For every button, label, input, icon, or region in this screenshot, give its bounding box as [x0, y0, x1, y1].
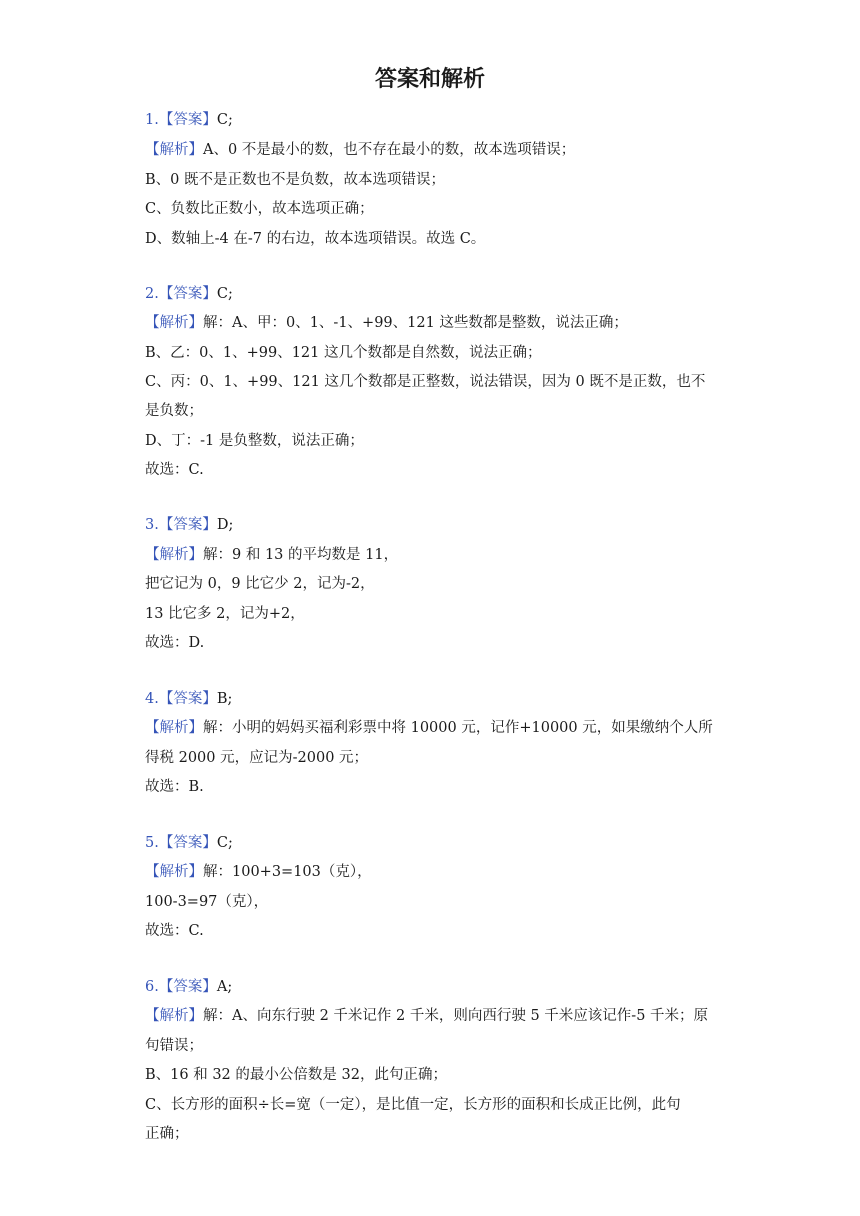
q1-line-4: D、数轴上-4 在-7 的右边，故本选项错误。故选 C。 — [145, 231, 486, 247]
q2-explanation-line — [145, 313, 725, 333]
q4-explanation-line — [145, 718, 725, 738]
q5-answer-line — [145, 833, 725, 853]
q2-line-6: 故选：C. — [145, 462, 204, 478]
q3-answer-line — [145, 515, 725, 535]
q3-explanation-text: 解：9 和 13 的平均数是 11， — [203, 547, 399, 563]
q6-number: 6. — [145, 979, 159, 995]
q2-line-4: 是负数； — [145, 403, 203, 419]
q4-explanation-text: 解：小明的妈妈买福利彩票中将 10000 元，记作+10000 元，如果缴纳个人所 — [203, 720, 713, 736]
q2-explanation-text: 解：A、甲：0、1、-1、+99、121 这些数都是整数，说法正确； — [203, 315, 628, 331]
q5-answer: C; — [216, 835, 233, 851]
q5-number: 5. — [145, 835, 159, 851]
q6-answer-tag: 【答案】 — [158, 979, 217, 995]
q3-explanation-tag: 【解析】 — [145, 547, 203, 563]
q2-explanation-tag: 【解析】 — [145, 315, 203, 331]
q2-answer-tag: 【答案】 — [158, 286, 217, 302]
q5-answer-tag: 【答案】 — [158, 835, 217, 851]
q5-explanation-tag: 【解析】 — [145, 864, 203, 880]
q6-answer-line — [145, 977, 725, 997]
q3-line-3: 13 比它多 2，记为+2， — [145, 606, 305, 622]
q2-answer: C; — [216, 286, 233, 302]
q1-answer-line — [145, 110, 725, 130]
q1-explanation-tag: 【解析】 — [145, 142, 203, 158]
q1-answer: C; — [216, 112, 233, 128]
q6-answer: A; — [216, 979, 233, 995]
q4-number: 4. — [145, 691, 159, 707]
q2-line-2: B、乙：0、1、+99、121 这几个数都是自然数，说法正确； — [145, 345, 542, 361]
q2-number: 2. — [145, 286, 159, 302]
q5-line-2: 100-3=97（克）， — [145, 894, 269, 910]
q4-explanation-tag: 【解析】 — [145, 720, 203, 736]
q1-line-3: C、负数比正数小，故本选项正确； — [145, 201, 374, 217]
q1-answer-tag: 【答案】 — [158, 112, 217, 128]
q2-line-5: D、丁：-1 是负整数，说法正确； — [145, 433, 364, 449]
q1-line-2: B、0 既不是正数也不是负数，故本选项错误； — [145, 172, 445, 188]
q4-line-3: 故选：B. — [145, 779, 204, 795]
q4-answer: B; — [216, 691, 233, 707]
q1-number: 1. — [145, 112, 159, 128]
q3-line-2: 把它记为 0，9 比它少 2，记为-2， — [145, 576, 375, 592]
q1-explanation-text: A、0 不是最小的数，也不存在最小的数，故本选项错误； — [203, 142, 576, 158]
q6-line-3: B、16 和 32 的最小公倍数是 32，此句正确； — [145, 1067, 447, 1083]
q3-number: 3. — [145, 517, 159, 533]
q6-explanation-line — [145, 1006, 725, 1026]
q2-answer-line — [145, 284, 725, 304]
q3-explanation-line — [145, 545, 725, 565]
q5-explanation-line — [145, 862, 725, 882]
q6-explanation-text: 解：A、向东行驶 2 千米记作 2 千米，则向西行驶 5 千米应该记作-5 千米；原 — [203, 1008, 709, 1024]
q4-answer-tag: 【答案】 — [158, 691, 217, 707]
q6-explanation-tag: 【解析】 — [145, 1008, 203, 1024]
q4-answer-line — [145, 689, 725, 709]
q6-line-4: C、长方形的面积÷长=宽（一定），是比值一定，长方形的面积和长成正比例，此句 — [145, 1097, 681, 1113]
q3-answer: D; — [216, 517, 234, 533]
q6-line-5: 正确； — [145, 1126, 189, 1142]
q4-line-2: 得税 2000 元，应记为-2000 元； — [145, 750, 369, 766]
page-title: 答案和解析 — [374, 67, 485, 92]
q1-explanation-line — [145, 140, 725, 160]
q3-line-4: 故选：D. — [145, 635, 205, 651]
q6-line-2: 句错误； — [145, 1038, 203, 1054]
q5-line-3: 故选：C. — [145, 923, 204, 939]
q5-explanation-text: 解：100+3=103（克）， — [203, 864, 372, 880]
q2-line-3: C、丙：0、1、+99、121 这几个数都是正整数，说法错误，因为 0 既不是正数，也不 — [145, 374, 706, 390]
q3-answer-tag: 【答案】 — [158, 517, 217, 533]
